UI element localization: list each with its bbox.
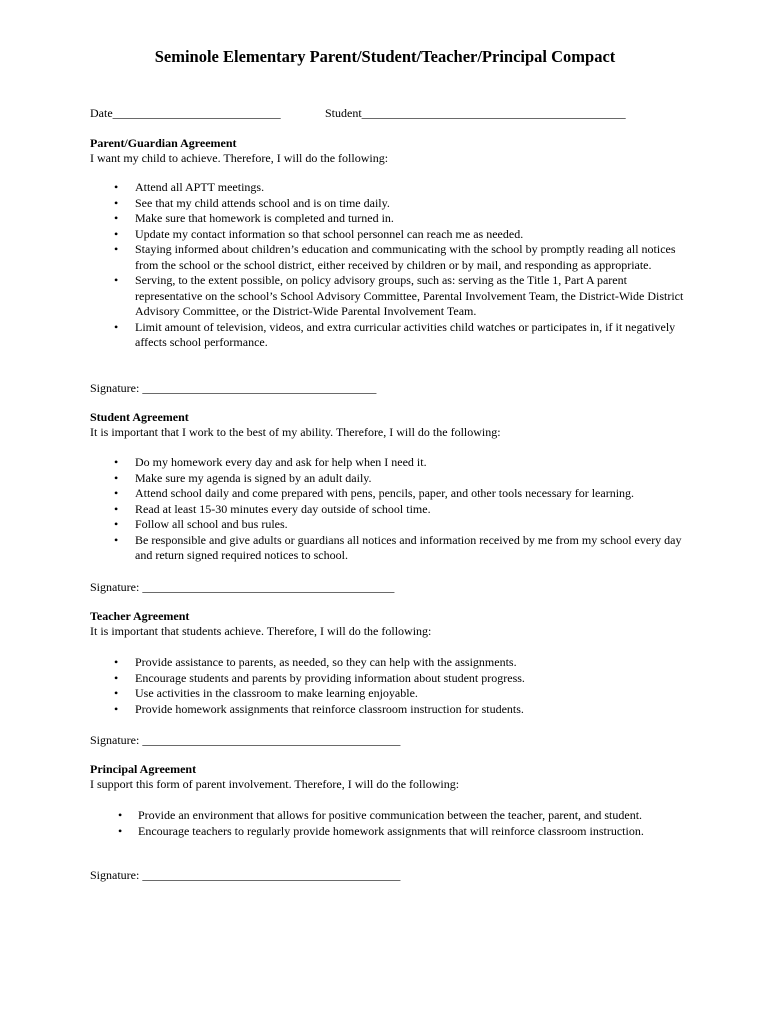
bullet-icon: • — [114, 180, 119, 194]
list-item: • Staying informed about children’s education and communicating with the school by promptly reading all notices from the school or the school district, either received by children or by mail, and responding as appropriate. — [114, 242, 676, 272]
student-signature-field[interactable]: Signature: __________________________________________ — [90, 580, 395, 594]
bullet-icon: • — [114, 226, 119, 241]
page-title: Seminole Elementary Parent/Student/Teacher/Principal Compact — [154, 47, 616, 66]
list-item: • Serving, to the extent possible, on policy advisory groups, such as: serving as the Title 1, Part A parent representative on the school’s School Advisory Committee, Parental Involvement Team, the District-Wide District Advisory Committee, or the District-Wide Parental Involvement Team. — [114, 273, 684, 318]
parent-signature-field[interactable]: Signature: _______________________________________ — [90, 381, 377, 395]
bullet-icon: • — [114, 273, 119, 287]
teacher-agreement-heading: Teacher Agreement — [90, 609, 190, 623]
list-item: • Encourage teachers to regularly provide homework assignments that will reinforce classroom instruction. — [118, 823, 644, 838]
list-item: • Follow all school and bus rules. — [114, 517, 288, 531]
bullet-icon: • — [118, 808, 123, 822]
list-item: • Provide an environment that allows for positive communication between the teacher, parent, and student. — [118, 808, 643, 822]
bullet-icon: • — [114, 242, 119, 256]
teacher-agreement-intro: It is important that students achieve. Therefore, I will do the following: — [90, 624, 432, 638]
bullet-icon: • — [114, 501, 119, 516]
date-field[interactable]: Date____________________________ — [90, 106, 281, 120]
parent-agreement-heading: Parent/Guardian Agreement — [90, 136, 237, 150]
bullet-icon: • — [114, 655, 119, 669]
list-item: • Encourage students and parents by providing information about student progress. — [114, 670, 525, 685]
principal-agreement-intro: I support this form of parent involvement. Therefore, I will do the following: — [90, 777, 460, 791]
teacher-agreement-list — [90, 655, 690, 717]
list-item: • Do my homework every day and ask for help when I need it. — [114, 455, 427, 469]
list-item: • Provide homework assignments that reinforce classroom instruction for students. — [114, 701, 524, 716]
bullet-icon: • — [114, 486, 119, 500]
parent-agreement-list — [90, 180, 690, 351]
student-agreement-section — [90, 410, 690, 564]
bullet-icon: • — [114, 686, 119, 700]
list-item: • Provide assistance to parents, as needed, so they can help with the assignments. — [114, 655, 517, 669]
bullet-icon: • — [114, 470, 119, 485]
list-item: • Be responsible and give adults or guardians all notices and information received by me from my school every day and return signed required notices to school. — [114, 532, 682, 562]
list-item: • Update my contact information so that school personnel can reach me as needed. — [114, 226, 524, 241]
list-item: • Read at least 15-30 minutes every day outside of school time. — [114, 501, 431, 516]
student-agreement-heading: Student Agreement — [90, 410, 189, 424]
bullet-icon: • — [114, 701, 119, 716]
teacher-agreement-section — [90, 609, 690, 717]
teacher-signature-field[interactable]: Signature: ___________________________________________ — [90, 733, 401, 747]
principal-agreement-section — [90, 762, 690, 839]
student-agreement-list — [90, 455, 690, 564]
bullet-icon: • — [114, 195, 119, 210]
bullet-icon: • — [114, 455, 119, 469]
list-item: • See that my child attends school and is on time daily. — [114, 195, 390, 210]
list-item: • Use activities in the classroom to make learning enjoyable. — [114, 686, 418, 700]
principal-agreement-heading: Principal Agreement — [90, 762, 197, 776]
bullet-icon: • — [114, 517, 119, 531]
list-item: • Make sure my agenda is signed by an adult daily. — [114, 470, 372, 485]
list-item: • Limit amount of television, videos, and extra curricular activities child watches or participates in, if it negatively affects school performance. — [114, 319, 676, 349]
principal-agreement-list — [90, 808, 690, 839]
bullet-icon: • — [114, 211, 119, 225]
parent-agreement-intro: I want my child to achieve. Therefore, I will do the following: — [90, 151, 389, 165]
principal-signature-field[interactable]: Signature: ___________________________________________ — [90, 868, 401, 882]
list-item: • Attend all APTT meetings. — [114, 180, 265, 194]
list-item: • Attend school daily and come prepared with pens, pencils, paper, and other tools necessary for learning. — [114, 486, 635, 500]
bullet-icon: • — [114, 532, 119, 547]
bullet-icon: • — [114, 319, 119, 334]
student-agreement-intro: It is important that I work to the best of my ability. Therefore, I will do the following: — [90, 425, 501, 439]
list-item: • Make sure that homework is completed and turned in. — [114, 211, 394, 225]
bullet-icon: • — [118, 823, 123, 838]
bullet-icon: • — [114, 670, 119, 685]
parent-agreement-section — [90, 136, 690, 351]
student-name-field[interactable]: Student____________________________________________ — [325, 106, 626, 120]
